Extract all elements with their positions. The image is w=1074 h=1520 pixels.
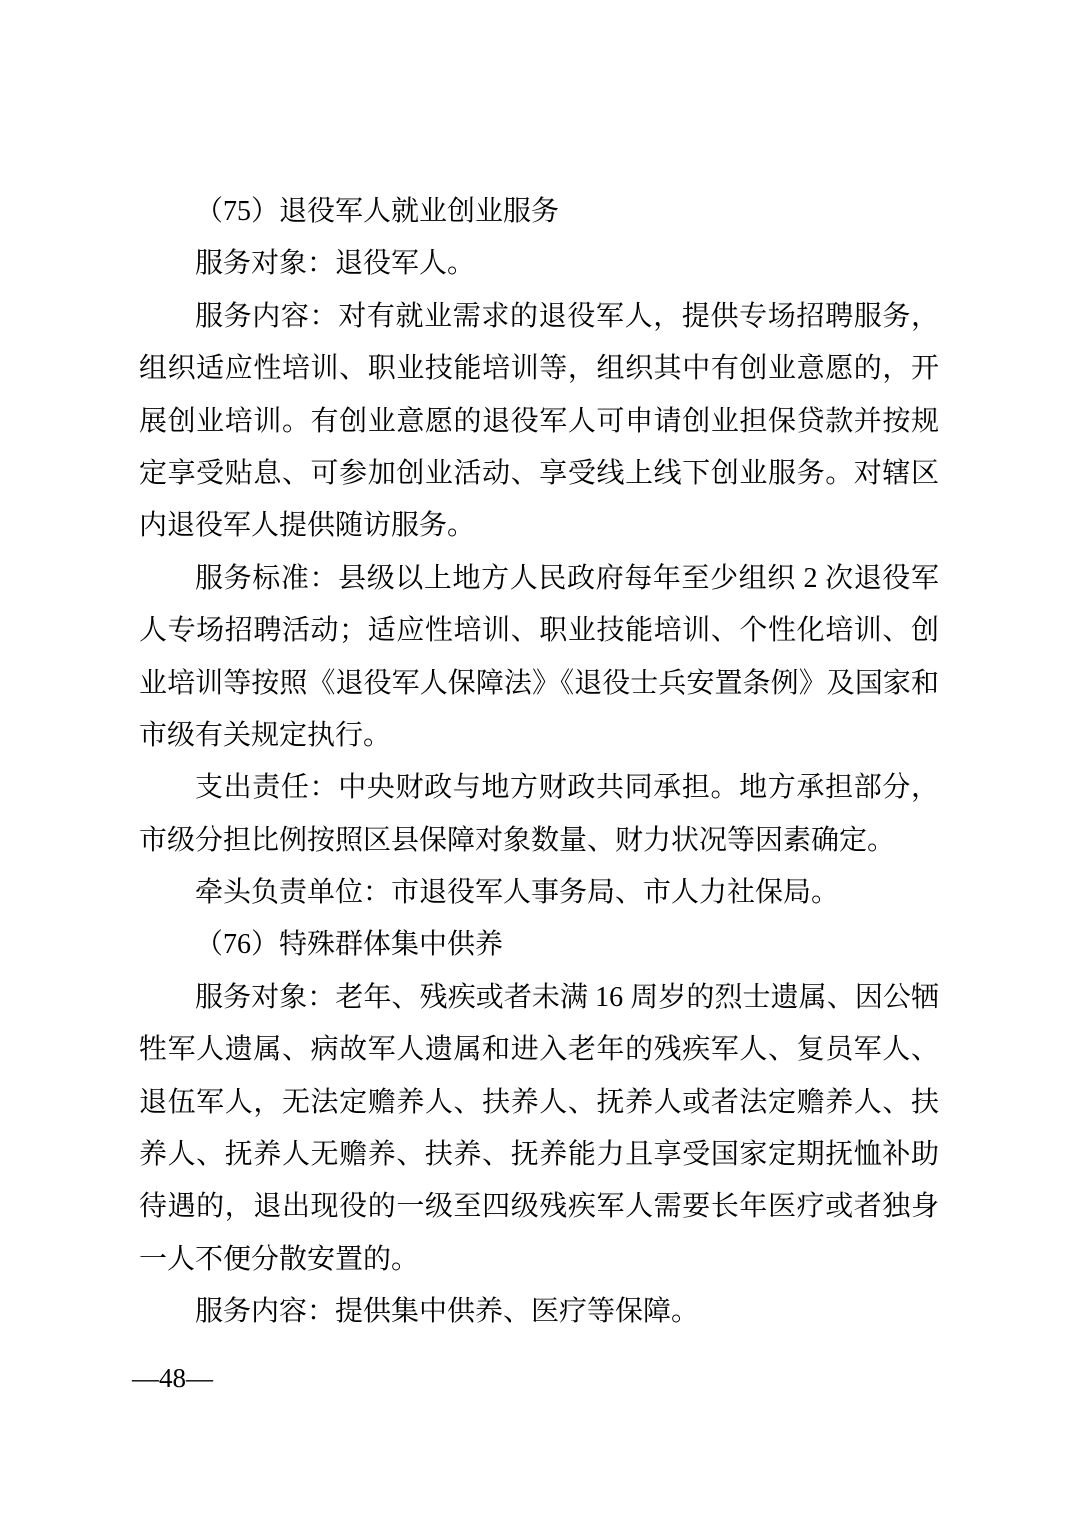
paragraph-line: 市级分担比例按照区县保障对象数量、财力状况等因素确定。: [139, 824, 896, 856]
paragraph-line: 待遇的，退出现役的一级至四级残疾军人需要长年医疗或者独身: [139, 1191, 939, 1223]
text-block: [139, 186, 939, 1339]
paragraph-line: 服务标准：县级以上地方人民政府每年至少组织 2 次退役军: [195, 562, 939, 594]
heading-line: （76）特殊群体集中供养: [195, 929, 504, 961]
paragraph-line: 业培训等按照《退役军人保障法》《退役士兵安置条例》及国家和: [139, 667, 939, 699]
paragraph-line: 支出责任：中央财政与地方财政共同承担。地方承担部分，: [195, 772, 939, 804]
paragraph-line: 市级有关规定执行。: [139, 719, 392, 751]
paragraph-line: 服务内容：提供集中供养、医疗等保障。: [195, 1296, 700, 1328]
paragraph-line: 展创业培训。有创业意愿的退役军人可申请创业担保贷款并按规: [139, 405, 939, 437]
paragraph-line: 养人、抚养人无赡养、扶养、抚养能力且享受国家定期抚恤补助: [139, 1139, 939, 1171]
paragraph-line: 内退役军人提供随访服务。: [139, 510, 476, 542]
paragraph-line: 退伍军人，无法定赡养人、扶养人、抚养人或者法定赡养人、扶: [139, 1086, 939, 1118]
paragraph-line: 定享受贴息、可参加创业活动、享受线上线下创业服务。对辖区: [139, 457, 939, 489]
paragraph-line: 组织适应性培训、职业技能培训等，组织其中有创业意愿的，开: [139, 353, 939, 385]
page-number: —48—: [132, 1363, 213, 1393]
paragraph-line: 牲军人遗属、病故军人遗属和进入老年的残疾军人、复员军人、: [139, 1034, 939, 1066]
paragraph-line: 牵头负责单位：市退役军人事务局、市人力社保局。: [195, 877, 840, 909]
heading-line: （75）退役军人就业创业服务: [195, 196, 560, 227]
paragraph-line: 一人不便分散安置的。: [139, 1243, 420, 1275]
paragraph-line: 人专场招聘活动；适应性培训、职业技能培训、个性化培训、创: [139, 615, 939, 647]
paragraph-line: 服务对象：退役军人。: [195, 248, 476, 280]
paragraph-line: 服务对象：老年、残疾或者未满 16 周岁的烈士遗属、因公牺: [195, 981, 939, 1013]
paragraph-line: 服务内容：对有就业需求的退役军人，提供专场招聘服务，: [195, 300, 939, 332]
